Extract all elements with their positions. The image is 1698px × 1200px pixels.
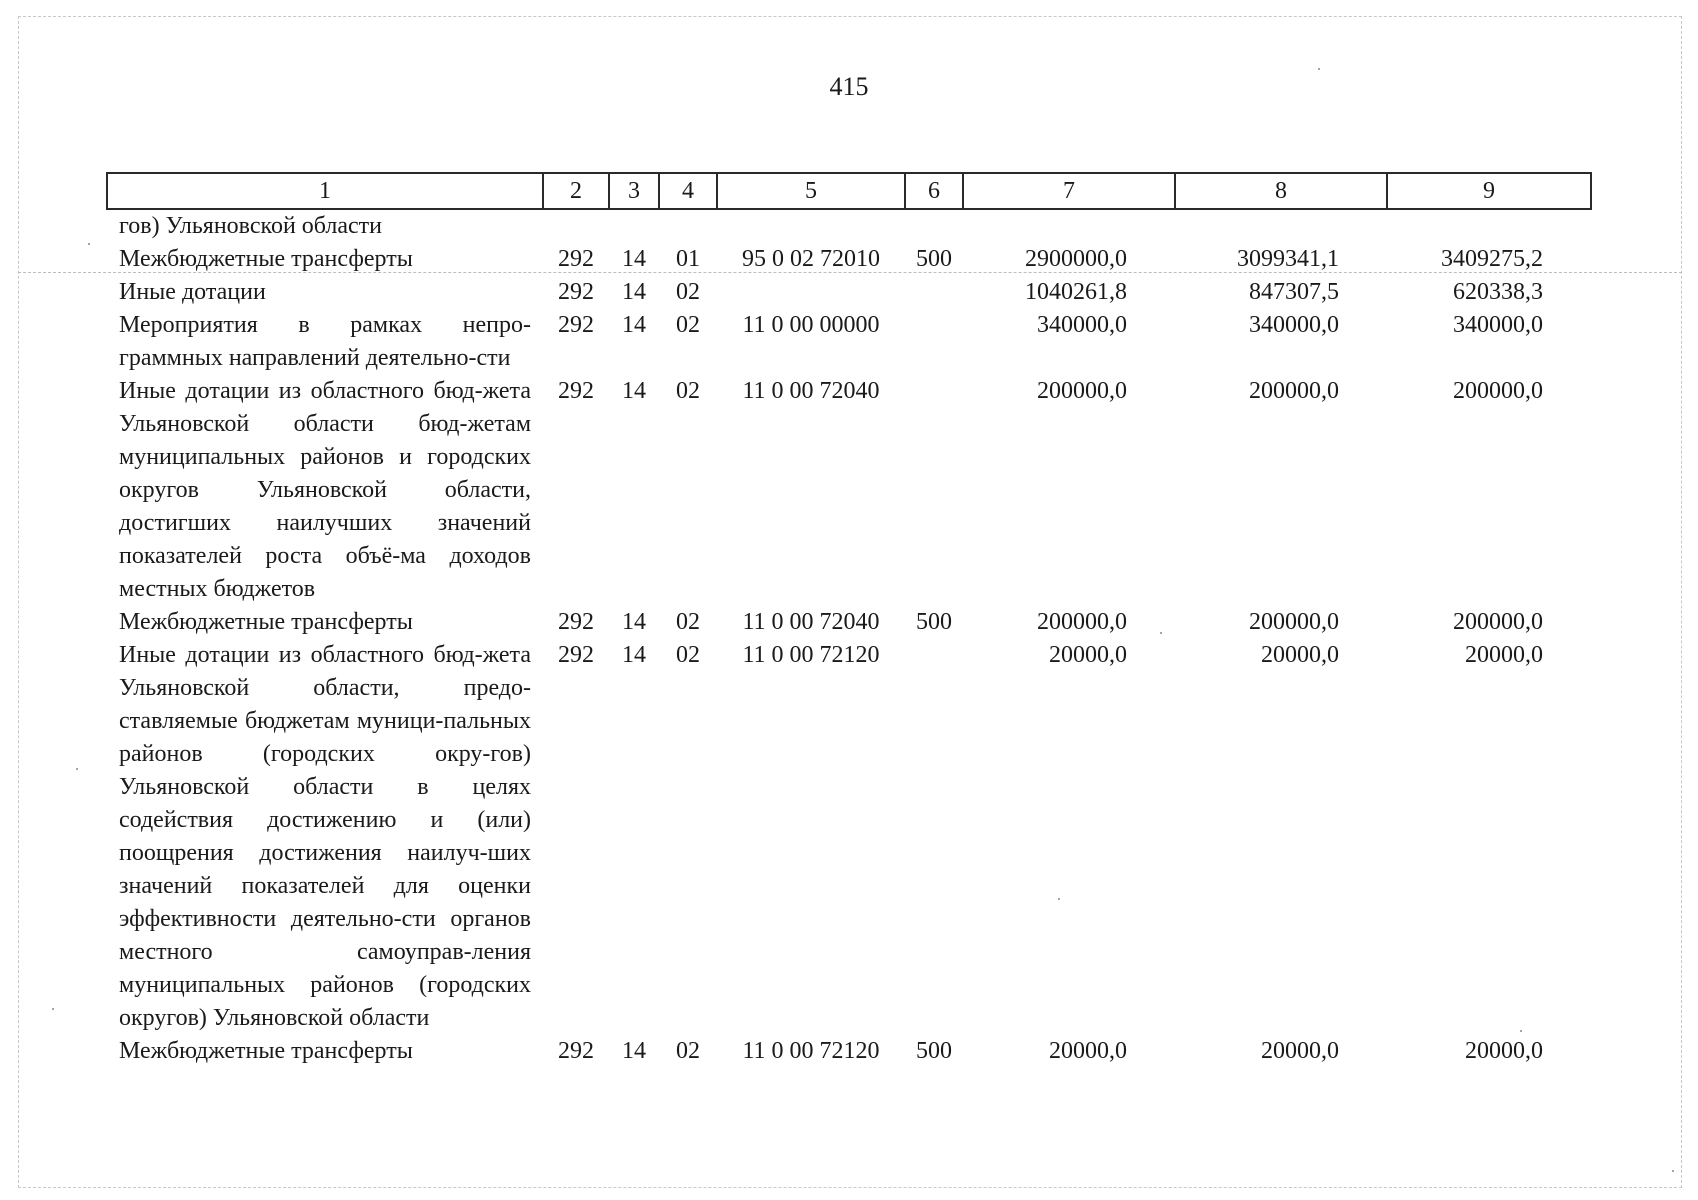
- table-row: [107, 1035, 1591, 1068]
- table-cell-col-2: 292: [558, 642, 594, 668]
- budget-table: [106, 172, 1592, 1068]
- table-cell-col-7: 200000,0: [1037, 378, 1127, 404]
- table-cell-col-3: [609, 209, 659, 243]
- table-cell-col-1: Иные дотации: [119, 279, 266, 305]
- table-cell-col-6: [905, 375, 963, 606]
- column-header-6: 6: [905, 173, 963, 209]
- table-cell-col-5: [717, 209, 905, 243]
- table-cell-col-1: Мероприятия в рамках непро-граммных направлений деятельно-сти: [119, 312, 531, 371]
- table-cell-col-3: 14: [622, 312, 646, 338]
- table-cell-col-4: 02: [676, 312, 700, 338]
- scan-speck: [1672, 1170, 1674, 1172]
- table-cell-col-8: 20000,0: [1261, 642, 1339, 668]
- table-cell-col-9: 200000,0: [1453, 609, 1543, 635]
- table-cell-col-8: 200000,0: [1249, 609, 1339, 635]
- table-cell-col-7: [963, 209, 1175, 243]
- table-cell-col-7: 2900000,0: [1025, 246, 1127, 272]
- column-header-1: 1: [107, 173, 543, 209]
- table-cell-col-5: [717, 276, 905, 309]
- table-body: [107, 209, 1591, 1068]
- table-cell-col-6: [905, 209, 963, 243]
- scan-speck: [88, 243, 90, 245]
- table-cell-col-1: гов) Ульяновской области: [119, 213, 383, 239]
- table-cell-col-2: 292: [558, 378, 594, 404]
- table-cell-col-1: Межбюджетные трансферты: [119, 609, 413, 635]
- table-cell-col-6: 500: [916, 1038, 952, 1064]
- table-cell-col-9: 3409275,2: [1441, 246, 1543, 272]
- table-cell-col-4: 02: [676, 378, 700, 404]
- table-cell-col-5: 11 0 00 72040: [742, 609, 880, 635]
- table-cell-col-8: 847307,5: [1249, 279, 1339, 305]
- column-header-9: 9: [1387, 173, 1591, 209]
- table-cell-col-5: 11 0 00 72040: [742, 378, 880, 404]
- table-header-row: [107, 173, 1591, 209]
- table-cell-col-4: 02: [676, 609, 700, 635]
- table-cell-col-1: Иные дотации из областного бюд-жета Ульяновской области, предо-ставляемые бюджетам муници-пальных районов (городских окру-гов) Ульяновской области в целях содействия достижению и (или) поощрения достижения наилуч-ших значений показателей для оценки эффективности деятельно-сти органов местного самоуправ-ления муниципальных районов (городских округов) Ульяновской области: [119, 642, 531, 1031]
- table-cell-col-4: [659, 209, 717, 243]
- table-row: [107, 243, 1591, 276]
- column-header-2: 2: [543, 173, 609, 209]
- table-cell-col-9: 20000,0: [1465, 1038, 1543, 1064]
- page-number: 415: [829, 72, 869, 101]
- table-cell-col-3: 14: [622, 378, 646, 404]
- table-cell-col-2: 292: [558, 312, 594, 338]
- table-row: [107, 639, 1591, 1035]
- scan-speck: [1318, 68, 1320, 70]
- table-cell-col-5: 11 0 00 72120: [742, 1038, 880, 1064]
- table-cell-col-5: 11 0 00 00000: [742, 312, 880, 338]
- table-cell-col-9: 20000,0: [1465, 642, 1543, 668]
- table-cell-col-4: 02: [676, 279, 700, 305]
- table-cell-col-8: 20000,0: [1261, 1038, 1339, 1064]
- column-header-5: 5: [717, 173, 905, 209]
- table-cell-col-8: [1175, 209, 1387, 243]
- table-cell-col-7: 20000,0: [1049, 1038, 1127, 1064]
- table-row: [107, 209, 1591, 243]
- table-cell-col-4: 02: [676, 1038, 700, 1064]
- column-header-4: 4: [659, 173, 717, 209]
- table-cell-col-1: Иные дотации из областного бюд-жета Ульяновской области бюд-жетам муниципальных районов и городских округов Ульяновской области, достигших наилучших значений показателей роста объё-ма доходов местных бюджетов: [119, 378, 531, 602]
- scan-speck: [1058, 898, 1060, 900]
- column-header-3: 3: [609, 173, 659, 209]
- table-cell-col-1: Межбюджетные трансферты: [119, 1038, 413, 1064]
- table-row: [107, 375, 1591, 606]
- column-header-7: 7: [963, 173, 1175, 209]
- table-cell-col-3: 14: [622, 642, 646, 668]
- table-cell-col-5: 95 0 02 72010: [742, 246, 880, 272]
- table-row: [107, 606, 1591, 639]
- table-cell-col-7: 340000,0: [1037, 312, 1127, 338]
- table-cell-col-9: 340000,0: [1453, 312, 1543, 338]
- table-cell-col-5: 11 0 00 72120: [742, 642, 880, 668]
- table-cell-col-6: [905, 309, 963, 375]
- table-cell-col-3: 14: [622, 1038, 646, 1064]
- table-row: [107, 309, 1591, 375]
- table-cell-col-7: 200000,0: [1037, 609, 1127, 635]
- table-cell-col-7: 1040261,8: [1025, 279, 1127, 305]
- scan-speck: [76, 768, 78, 770]
- scan-speck: [1520, 1030, 1522, 1032]
- table-cell-col-2: 292: [558, 279, 594, 305]
- table-cell-col-6: [905, 276, 963, 309]
- scan-speck: [52, 1008, 54, 1010]
- table-cell-col-3: 14: [622, 609, 646, 635]
- table-cell-col-2: 292: [558, 609, 594, 635]
- table-cell-col-6: 500: [916, 246, 952, 272]
- table-cell-col-8: 200000,0: [1249, 378, 1339, 404]
- table-cell-col-6: 500: [916, 609, 952, 635]
- table-cell-col-3: 14: [622, 246, 646, 272]
- table-cell-col-2: 292: [558, 246, 594, 272]
- table-cell-col-8: 3099341,1: [1237, 246, 1339, 272]
- table-cell-col-8: 340000,0: [1249, 312, 1339, 338]
- table-cell-col-3: 14: [622, 279, 646, 305]
- table-cell-col-2: [543, 209, 609, 243]
- table-cell-col-6: [905, 639, 963, 1035]
- table-row: [107, 276, 1591, 309]
- table-cell-col-4: 02: [676, 642, 700, 668]
- table-cell-col-9: 620338,3: [1453, 279, 1543, 305]
- scan-speck: [1160, 632, 1162, 634]
- table-cell-col-1: Межбюджетные трансферты: [119, 246, 413, 272]
- table-cell-col-4: 01: [676, 246, 700, 272]
- table-cell-col-9: [1387, 209, 1591, 243]
- table-cell-col-9: 200000,0: [1453, 378, 1543, 404]
- table-cell-col-7: 20000,0: [1049, 642, 1127, 668]
- table-cell-col-2: 292: [558, 1038, 594, 1064]
- column-header-8: 8: [1175, 173, 1387, 209]
